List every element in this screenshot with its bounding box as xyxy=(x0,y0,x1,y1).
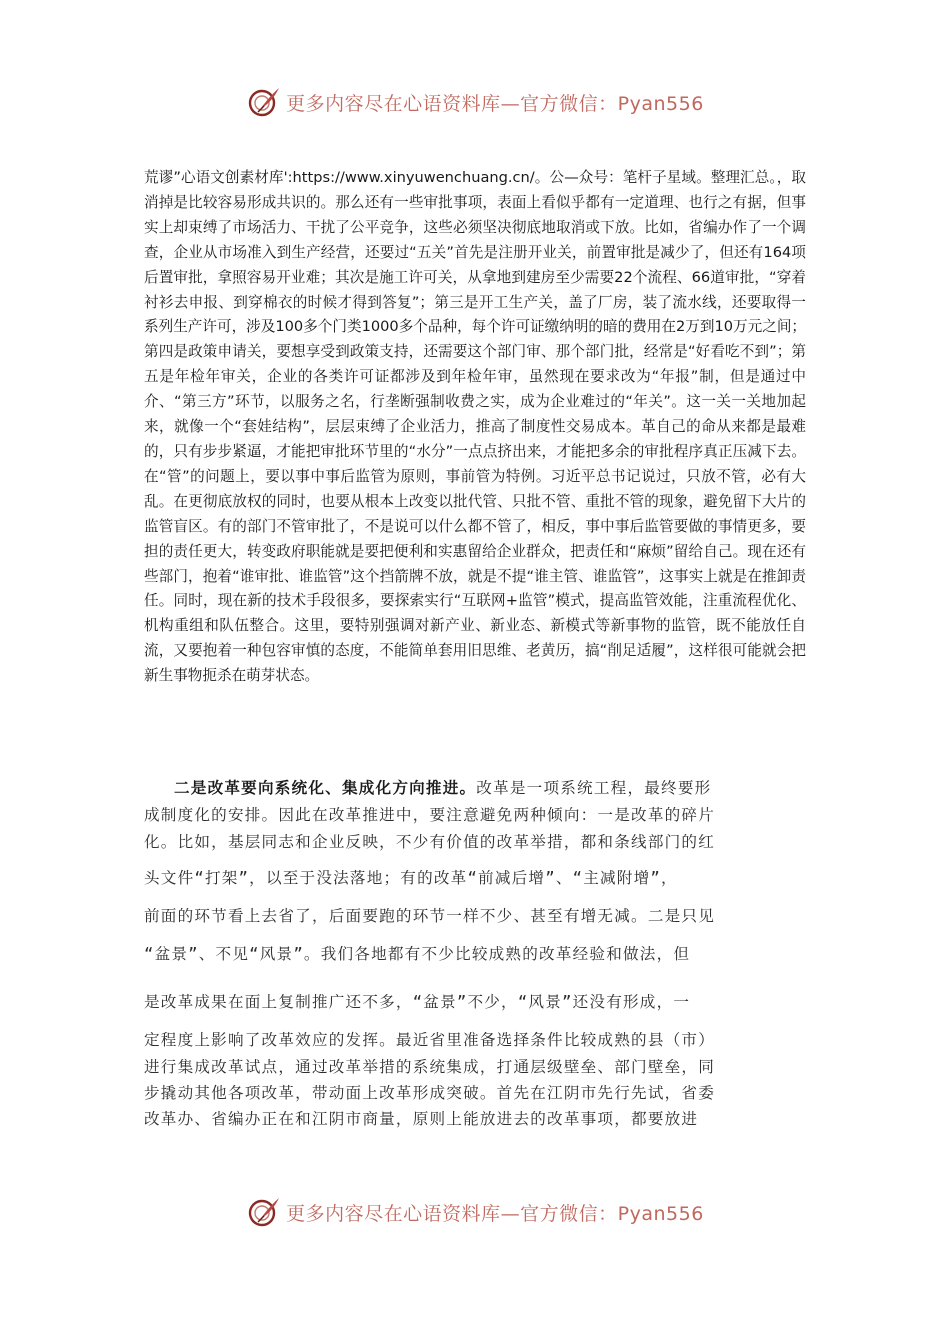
paragraph-line: “盆景”、不见“风景”。我们各地都有不少比较成熟的改革经验和做法，但 xyxy=(144,945,691,963)
header-banner xyxy=(0,80,950,124)
banner-text: 更多内容尽在心语资料库—官方微信：Pyan556 xyxy=(286,1202,704,1225)
section-heading: 二是改革要向系统化、集成化方向推进。 xyxy=(174,779,477,797)
quill-logo-icon xyxy=(246,1194,282,1230)
paragraph-line: 改革办、省编办正在和江阴市商量，原则上能放进去的改革事项，都要放进 xyxy=(144,1110,699,1128)
paragraph-line: 二是改革要向系统化、集成化方向推进。改革是一项系统工程，最终要形 xyxy=(174,779,712,797)
paragraph-line: 进行集成改革试点，通过改革举措的系统集成，打通层级壁垒、部门壁垒，同 xyxy=(144,1058,715,1076)
paragraph-line: 步撬动其他各项改革，带动面上改革形成突破。首先在江阴市先行先试，省委 xyxy=(144,1084,715,1102)
body-paragraph: 荒谬”心语文创素材库':https://www.xinyuwenchuang.cn/。公—众号：笔杆子星域。整理汇总。，取消掉是比较容易形成共识的。那么还有一些审批事项，表面上看似乎都有一定道理、也行之有据，但事实上却束缚了市场活力、干扰了公平竞争，这些必须坚决彻底地取消或下放。比如，省编办作了一个调查，企业从市场准入到生产经营，还要过“五关”首先是注册开业关，前置审批是减少了，但还有164项后置审批，拿照容易开业难；其次是施工许可关，从拿地到建房至少需要22个流程、66道审批，“穿着衬衫去申报、到穿棉衣的时候才得到答复”；第三是开工生产关，盖了厂房，装了流水线，还要取得一系列生产许可，涉及100多个门类1000多个品种，每个许可证缴纳明的暗的费用在2万到10万元之间；第四是政策申请关，要想享受到政策支持，还需要这个部门审、那个部门批，经常是“好看吃不到”；第五是年检年审关，企业的各类许可证都涉及到年检年审，虽然现在要求改为“年报”制，但是通过中介、“第三方”环节，以服务之名，行垄断强制收费之实，成为企业难过的“年关”。这一关一关地加起来，就像一个“套娃结构”，层层束缚了企业活力，推高了制度性交易成本。革自己的命从来都是最难的，只有步步紧逼，才能把审批环节里的“水分”一点点挤出来，才能把多余的审批程序真正压减下去。在“管”的问题上，要以事中事后监管为原则，事前管为特例。习近平总书记说过，只放不管，必有大乱。在更彻底放权的同时，也要从根本上改变以批代管、只批不管、重批不管的现象，避免留下大片的监管盲区。有的部门不管审批了，不是说可以什么都不管了，相反，事中事后监管要做的事情更多，要担的责任更大，转变政府职能就是要把便利和实惠留给企业群众，把责任和“麻烦”留给自己。现在还有些部门，抱着“谁审批、谁监管”这个挡箭牌不放，就是不提“谁主管、谁监管”，这事实上就是在推卸责任。同时，现在新的技术手段很多，要探索实行“互联网+监管”模式，提高监管效能，注重流程优化、机构重组和队伍整合。这里，要特别强调对新产业、新业态、新模式等新事物的监管，既不能放任自流，又要抱着一种包容审慎的态度，不能简单套用旧思维、老黄历，搞“削足适履”，这样很可能就会把新生事物扼杀在萌芽状态。 xyxy=(144,169,807,685)
paragraph-line: 是改革成果在面上复制推广还不多，“盆景”不少，“风景”还没有形成，一 xyxy=(144,993,691,1011)
paragraph-line: 成制度化的安排。因此在改革推进中，要注意避免两种倾向：一是改革的碎片 xyxy=(144,806,715,824)
quill-logo-icon xyxy=(246,84,282,120)
banner-text: 更多内容尽在心语资料库—官方微信：Pyan556 xyxy=(286,92,704,115)
paragraph-line: 头文件“打架”，以至于没法落地；有的改革“前减后增”、“主减附增”， xyxy=(144,869,678,887)
paragraph-line: 化。比如，基层同志和企业反映，不少有价值的改革举措，都和条线部门的红 xyxy=(144,833,715,851)
footer-banner xyxy=(0,1190,950,1234)
paragraph-line: 定程度上影响了改革效应的发挥。最近省里准备选择条件比较成熟的县（市） xyxy=(144,1031,715,1049)
paragraph-line: 前面的环节看上去省了，后面要跑的环节一样不少、甚至有增无减。二是只见 xyxy=(144,907,715,925)
document-body xyxy=(144,166,806,689)
